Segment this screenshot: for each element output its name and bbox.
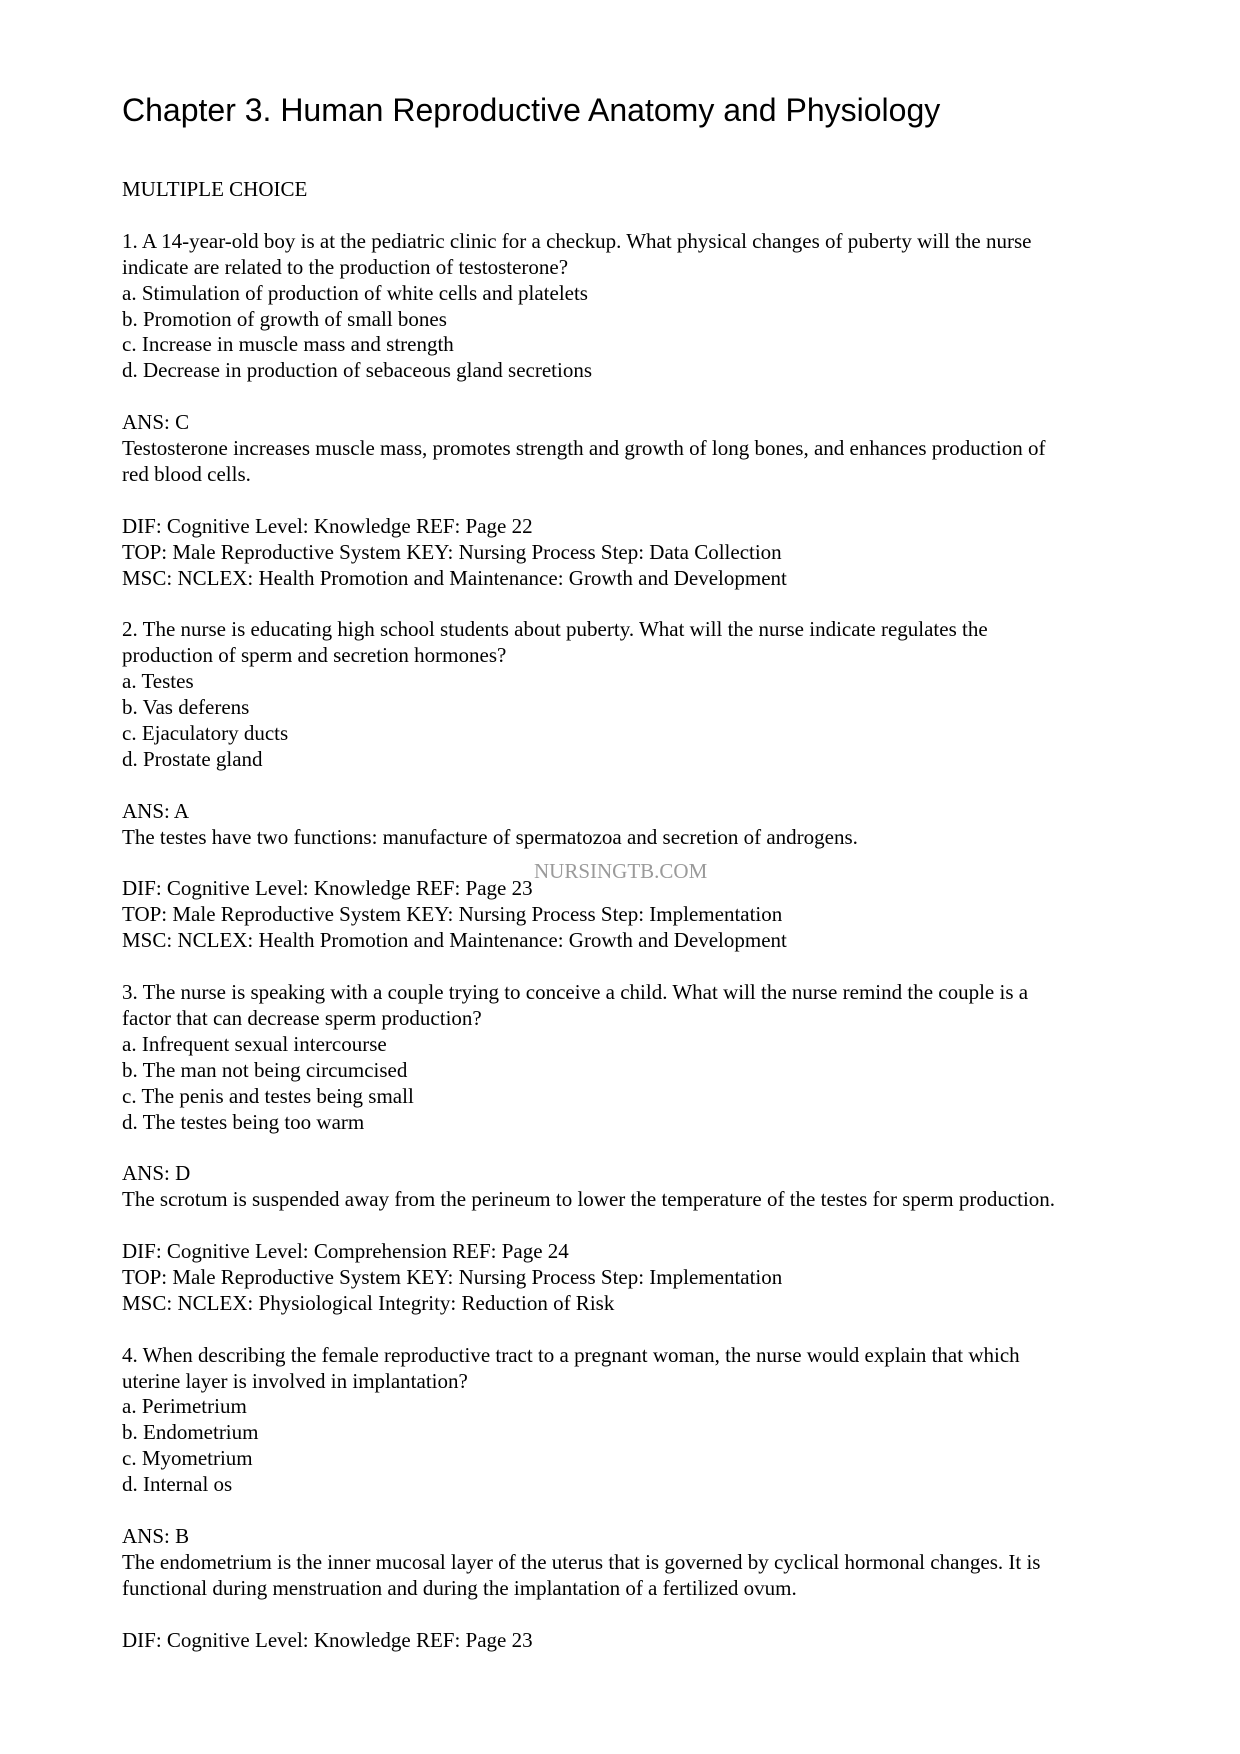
answer-option: b. The man not being circumcised bbox=[122, 1057, 408, 1082]
question-metadata bbox=[122, 1628, 1132, 1654]
question-line: production of sperm and secretion hormones? bbox=[122, 643, 507, 668]
answer-option: d. The testes being too warm bbox=[122, 1109, 365, 1134]
question-metadata-line: DIF: Cognitive Level: Comprehension REF: Page 24 bbox=[122, 1239, 569, 1264]
question bbox=[122, 1343, 1132, 1498]
answer-key: ANS: D bbox=[122, 1161, 191, 1186]
answer-block bbox=[122, 799, 1132, 851]
question-line: factor that can decrease sperm production? bbox=[122, 1005, 482, 1030]
answer-option: a. Testes bbox=[122, 669, 194, 694]
answer-option: a. Perimetrium bbox=[122, 1394, 247, 1419]
question bbox=[122, 229, 1132, 384]
watermark: NURSINGTB.COM bbox=[534, 859, 708, 883]
question-metadata-line: TOP: Male Reproductive System KEY: Nursing Process Step: Implementation bbox=[122, 1264, 783, 1289]
question-metadata-line: DIF: Cognitive Level: Knowledge REF: Page 23 bbox=[122, 1627, 533, 1652]
question-metadata bbox=[122, 1239, 1132, 1317]
question-metadata-line: DIF: Cognitive Level: Knowledge REF: Page 22 bbox=[122, 513, 533, 538]
question-line: 4. When describing the female reproductive tract to a pregnant woman, the nurse would explain that which bbox=[122, 1342, 1020, 1367]
answer-key: ANS: C bbox=[122, 410, 190, 435]
answer-block bbox=[122, 410, 1132, 488]
question-line: 1. A 14-year-old boy is at the pediatric clinic for a checkup. What physical changes of puberty will the nurse bbox=[122, 228, 1032, 253]
question-metadata-line: MSC: NCLEX: Health Promotion and Maintenance: Growth and Development bbox=[122, 928, 787, 953]
answer-option: b. Promotion of growth of small bones bbox=[122, 306, 447, 331]
answer-option: b. Endometrium bbox=[122, 1420, 259, 1445]
answer-block bbox=[122, 1524, 1132, 1602]
answer-block bbox=[122, 1161, 1132, 1213]
section-label: MULTIPLE CHOICE bbox=[122, 177, 308, 201]
answer-key: ANS: B bbox=[122, 1523, 190, 1548]
answer-option: c. The penis and testes being small bbox=[122, 1083, 414, 1108]
answer-option: c. Increase in muscle mass and strength bbox=[122, 332, 454, 357]
question-metadata-line: TOP: Male Reproductive System KEY: Nursing Process Step: Data Collection bbox=[122, 539, 782, 564]
question bbox=[122, 617, 1132, 772]
rationale-line: Testosterone increases muscle mass, promotes strength and growth of long bones, and enhances production of bbox=[122, 436, 1046, 461]
question bbox=[122, 980, 1132, 1135]
question-line: 3. The nurse is speaking with a couple trying to conceive a child. What will the nurse remind the couple is a bbox=[122, 979, 1029, 1004]
answer-option: c. Ejaculatory ducts bbox=[122, 720, 289, 745]
rationale-line: The endometrium is the inner mucosal layer of the uterus that is governed by cyclical hormonal changes. It is bbox=[122, 1549, 1041, 1574]
answer-option: d. Internal os bbox=[122, 1472, 233, 1497]
answer-option: a. Infrequent sexual intercourse bbox=[122, 1031, 387, 1056]
question-metadata-line: TOP: Male Reproductive System KEY: Nursing Process Step: Implementation bbox=[122, 902, 783, 927]
chapter-title: Chapter 3. Human Reproductive Anatomy and Physiology bbox=[122, 92, 941, 128]
question-metadata-line: MSC: NCLEX: Physiological Integrity: Reduction of Risk bbox=[122, 1290, 615, 1315]
rationale-line: functional during menstruation and during the implantation of a fertilized ovum. bbox=[122, 1575, 797, 1600]
answer-option: b. Vas deferens bbox=[122, 695, 250, 720]
answer-option: c. Myometrium bbox=[122, 1446, 253, 1471]
answer-option: d. Prostate gland bbox=[122, 746, 263, 771]
question-line: 2. The nurse is educating high school students about puberty. What will the nurse indicate regulates the bbox=[122, 617, 988, 642]
answer-key: ANS: A bbox=[122, 798, 190, 823]
question-list bbox=[122, 177, 1132, 1679]
section-heading bbox=[122, 177, 1132, 203]
rationale-line: The testes have two functions: manufacture of spermatozoa and secretion of androgens. bbox=[122, 824, 858, 849]
question-metadata bbox=[122, 514, 1132, 592]
question-metadata bbox=[122, 876, 1132, 954]
rationale-line: The scrotum is suspended away from the perineum to lower the temperature of the testes for sperm production. bbox=[122, 1187, 1056, 1212]
question-metadata-line: MSC: NCLEX: Health Promotion and Maintenance: Growth and Development bbox=[122, 565, 787, 590]
answer-option: d. Decrease in production of sebaceous gland secretions bbox=[122, 358, 592, 383]
answer-option: a. Stimulation of production of white cells and platelets bbox=[122, 280, 588, 305]
question-metadata-line: DIF: Cognitive Level: Knowledge REF: Page 23 bbox=[122, 876, 533, 901]
question-line: uterine layer is involved in implantation? bbox=[122, 1368, 468, 1393]
rationale-line: red blood cells. bbox=[122, 461, 251, 486]
question-line: indicate are related to the production of testosterone? bbox=[122, 254, 569, 279]
